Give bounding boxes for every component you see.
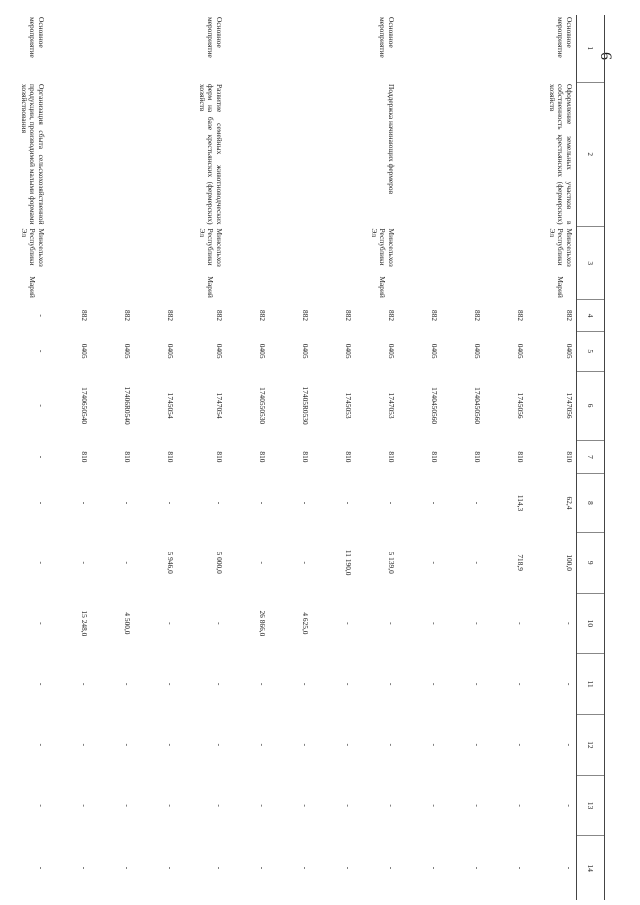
value-cell: - <box>430 804 439 807</box>
column-header: 4 <box>577 300 605 331</box>
value-cell: - <box>258 866 267 870</box>
value-cell: 26 866,0 <box>258 610 267 637</box>
section-code-cell: - <box>37 349 46 353</box>
column-header: 14 <box>577 836 605 900</box>
expense-type-cell: 810 <box>430 451 439 463</box>
value-cell: - <box>37 743 46 747</box>
value-cell: - <box>301 561 310 564</box>
value-cell: - <box>37 682 46 686</box>
value-cell: - <box>516 866 525 870</box>
value-cell: - <box>473 682 482 686</box>
column-header: 1 <box>577 15 605 82</box>
table-row <box>484 15 527 900</box>
expense-type-cell: 810 <box>473 451 482 463</box>
value-cell: - <box>430 561 439 564</box>
grbs-code-cell: 882 <box>516 310 525 322</box>
executor-cell <box>312 227 355 300</box>
value-cell: - <box>301 743 310 747</box>
value-cell: 114,3 <box>516 494 525 512</box>
value-cell: - <box>387 804 396 807</box>
row-type-cell <box>48 15 91 82</box>
value-cell: - <box>565 804 574 807</box>
executor-cell: Минсельхоз Республики Марий Эл <box>197 228 224 298</box>
value-cell: - <box>301 804 310 807</box>
value-cell: - <box>430 743 439 747</box>
value-cell: - <box>37 622 46 625</box>
value-cell: - <box>565 743 574 747</box>
activity-name-cell <box>441 82 484 227</box>
value-cell: 718,9 <box>516 554 525 571</box>
value-cell: - <box>344 682 353 686</box>
section-code-cell: 0405 <box>215 343 224 359</box>
expense-type-cell: 810 <box>516 451 525 463</box>
value-cell: - <box>430 501 439 505</box>
value-cell: - <box>473 804 482 807</box>
value-cell: - <box>37 866 46 870</box>
value-cell: - <box>258 743 267 747</box>
target-article-cell: 1747056 <box>565 392 574 419</box>
value-cell: - <box>123 682 132 686</box>
value-cell: - <box>80 561 89 564</box>
budget-table <box>0 15 605 900</box>
target-article-cell: 1740650540 <box>80 387 89 425</box>
section-code-cell: 0405 <box>473 343 482 359</box>
table-row <box>312 15 355 900</box>
expense-type-cell: 810 <box>215 451 224 463</box>
value-cell: - <box>123 866 132 870</box>
expense-type-cell: 810 <box>80 451 89 463</box>
value-cell: - <box>166 682 175 686</box>
value-cell: - <box>80 743 89 747</box>
value-cell: - <box>258 682 267 686</box>
value-cell: - <box>344 743 353 747</box>
activity-name-cell <box>48 82 91 227</box>
value-cell: - <box>166 804 175 807</box>
value-cell: - <box>80 866 89 870</box>
target-article-cell: - <box>37 404 46 407</box>
row-type-cell <box>441 15 484 82</box>
table-row <box>355 15 398 900</box>
value-cell: - <box>344 501 353 505</box>
activity-name-cell <box>398 82 441 227</box>
row-type-cell <box>226 15 269 82</box>
column-header: 8 <box>577 474 605 533</box>
expense-type-cell: - <box>37 455 46 459</box>
value-cell: - <box>258 561 267 564</box>
value-cell: - <box>166 501 175 505</box>
target-article-cell: 1745056 <box>516 392 525 419</box>
table-row <box>441 15 484 900</box>
target-article-cell: 17406R0540 <box>123 386 132 425</box>
value-cell: - <box>80 501 89 505</box>
table-body <box>0 15 577 900</box>
value-cell: - <box>215 866 224 870</box>
value-cell: - <box>80 682 89 686</box>
value-cell: - <box>215 743 224 747</box>
executor-cell <box>48 227 91 300</box>
target-article-cell: 1740550530 <box>258 387 267 425</box>
target-article-cell: 1747054 <box>215 392 224 419</box>
activity-name-cell <box>226 82 269 227</box>
value-cell: - <box>565 682 574 686</box>
target-article-cell: 1745053 <box>344 392 353 419</box>
value-cell: - <box>516 622 525 625</box>
executor-cell <box>226 227 269 300</box>
column-header: 6 <box>577 371 605 440</box>
row-type-cell: Основное мероприятие <box>206 17 224 58</box>
grbs-code-cell: 882 <box>565 310 574 322</box>
value-cell: - <box>258 501 267 505</box>
page-number: 6 <box>597 52 614 60</box>
section-code-cell: 0405 <box>258 343 267 359</box>
value-cell: - <box>387 682 396 686</box>
activity-name-cell: Оформление земельных участков в собственность крестьянских (фермерских) хозяйств <box>547 84 574 225</box>
grbs-code-cell: 882 <box>430 310 439 322</box>
executor-cell: Минсельхоз Республики Марий Эл <box>19 228 46 298</box>
table-row <box>269 15 312 900</box>
section-code-cell: 0405 <box>516 343 525 359</box>
value-cell: - <box>430 622 439 625</box>
grbs-code-cell: 882 <box>258 310 267 322</box>
header-row <box>577 15 605 900</box>
executor-cell <box>398 227 441 300</box>
value-cell: - <box>473 561 482 564</box>
column-header: 5 <box>577 331 605 371</box>
value-cell: - <box>516 743 525 747</box>
value-cell: - <box>565 866 574 870</box>
row-type-cell <box>312 15 355 82</box>
value-cell: 11 190,0 <box>344 549 353 576</box>
section-code-cell: 0405 <box>80 343 89 359</box>
value-cell: - <box>344 866 353 870</box>
column-header: 7 <box>577 440 605 474</box>
row-type-cell <box>484 15 527 82</box>
value-cell: - <box>387 501 396 505</box>
executor-cell: Минсельхоз Республики Марий Эл <box>369 228 396 298</box>
section-code-cell: 0405 <box>166 343 175 359</box>
value-cell: - <box>387 866 396 870</box>
row-type-cell <box>398 15 441 82</box>
value-cell: - <box>80 804 89 807</box>
expense-type-cell: 810 <box>565 451 574 463</box>
column-header: 11 <box>577 654 605 715</box>
executor-cell <box>91 227 134 300</box>
value-cell: - <box>215 804 224 807</box>
activity-name-cell <box>484 82 527 227</box>
column-header: 9 <box>577 532 605 593</box>
row-type-cell: Основное мероприятие <box>378 17 396 58</box>
expense-type-cell: 810 <box>258 451 267 463</box>
table-row <box>226 15 269 900</box>
value-cell: - <box>166 866 175 870</box>
row-type-cell <box>269 15 312 82</box>
row-type-cell <box>91 15 134 82</box>
value-cell: - <box>123 561 132 564</box>
value-cell: - <box>387 743 396 747</box>
executor-cell <box>134 227 177 300</box>
activity-name-cell: Поддержка начинающих фермеров <box>387 84 396 195</box>
activity-name-cell <box>312 82 355 227</box>
value-cell: - <box>301 501 310 505</box>
value-cell: - <box>473 622 482 625</box>
expense-type-cell: 810 <box>344 451 353 463</box>
column-header: 2 <box>577 82 605 227</box>
table-header <box>577 15 605 900</box>
value-cell: - <box>344 804 353 807</box>
executor-cell <box>484 227 527 300</box>
column-header: 3 <box>577 227 605 300</box>
value-cell: 4 500,0 <box>123 612 132 635</box>
section-code-cell: 0405 <box>565 343 574 359</box>
budget-table-sheet <box>19 15 605 900</box>
grbs-code-cell: 882 <box>123 310 132 322</box>
value-cell: - <box>516 804 525 807</box>
grbs-code-cell: 882 <box>344 310 353 322</box>
target-article-cell: 1740450560 <box>430 387 439 425</box>
grbs-code-cell: 882 <box>473 310 482 322</box>
expense-type-cell: 810 <box>123 451 132 463</box>
executor-cell <box>441 227 484 300</box>
executor-cell <box>269 227 312 300</box>
value-cell: 62,4 <box>565 496 574 510</box>
expense-type-cell: 810 <box>166 451 175 463</box>
table-row <box>134 15 177 900</box>
value-cell: - <box>473 866 482 870</box>
target-article-cell: 1745054 <box>166 392 175 419</box>
value-cell: - <box>430 682 439 686</box>
row-type-cell: Основное мероприятие <box>28 17 46 58</box>
value-cell: - <box>258 804 267 807</box>
grbs-code-cell: 882 <box>80 310 89 322</box>
target-article-cell: 1740450560 <box>473 387 482 425</box>
value-cell: - <box>123 501 132 505</box>
grbs-code-cell: 882 <box>215 310 224 322</box>
table-row <box>91 15 134 900</box>
activity-name-cell <box>269 82 312 227</box>
activity-name-cell <box>91 82 134 227</box>
value-cell: - <box>387 622 396 625</box>
value-cell: - <box>166 622 175 625</box>
value-cell: - <box>37 804 46 807</box>
value-cell: - <box>473 501 482 505</box>
value-cell: 100,0 <box>565 554 574 571</box>
value-cell: - <box>473 743 482 747</box>
section-code-cell: 0405 <box>387 343 396 359</box>
value-cell: - <box>215 682 224 686</box>
value-cell: 5 946,0 <box>166 551 175 574</box>
value-cell: - <box>166 743 175 747</box>
value-cell: - <box>344 622 353 625</box>
activity-name-cell: Организация сбыта сельскохозяйственной продукции, производимой малыми формами хозяйствования <box>19 84 46 225</box>
table-row <box>0 15 48 900</box>
value-cell: - <box>516 682 525 686</box>
row-type-cell: Основное мероприятие <box>556 17 574 58</box>
value-cell: - <box>430 866 439 870</box>
value-cell: - <box>215 622 224 625</box>
value-cell: - <box>215 501 224 505</box>
section-code-cell: 0405 <box>123 343 132 359</box>
table-row <box>527 15 577 900</box>
value-cell: 5 139,0 <box>387 551 396 574</box>
table-row <box>48 15 91 900</box>
section-code-cell: 0405 <box>430 343 439 359</box>
value-cell: - <box>123 743 132 747</box>
value-cell: - <box>301 866 310 870</box>
target-article-cell: 1747053 <box>387 392 396 419</box>
column-header: 10 <box>577 593 605 654</box>
value-cell: - <box>37 501 46 505</box>
row-type-cell <box>134 15 177 82</box>
value-cell: - <box>37 561 46 564</box>
grbs-code-cell: - <box>37 314 46 317</box>
table-row <box>398 15 441 900</box>
grbs-code-cell: 882 <box>301 310 310 322</box>
value-cell: 5 000,0 <box>215 551 224 574</box>
value-cell: - <box>565 622 574 625</box>
grbs-code-cell: 882 <box>387 310 396 322</box>
value-cell: 15 248,0 <box>80 610 89 637</box>
value-cell: - <box>123 804 132 807</box>
target-article-cell: 17405R0530 <box>301 386 310 425</box>
section-code-cell: 0405 <box>344 343 353 359</box>
table-row <box>177 15 226 900</box>
expense-type-cell: 810 <box>301 451 310 463</box>
value-cell: - <box>301 682 310 686</box>
section-code-cell: 0405 <box>301 343 310 359</box>
column-header: 13 <box>577 775 605 836</box>
activity-name-cell: Развитие семейных животноводческих ферм на базе крестьянских (фермерских) хозяйств <box>197 84 224 225</box>
grbs-code-cell: 882 <box>166 310 175 322</box>
activity-name-cell <box>134 82 177 227</box>
column-header: 12 <box>577 715 605 776</box>
expense-type-cell: 810 <box>387 451 396 463</box>
executor-cell: Минсельхоз Республики Марий Эл <box>547 228 574 298</box>
value-cell: 4 625,0 <box>301 612 310 635</box>
